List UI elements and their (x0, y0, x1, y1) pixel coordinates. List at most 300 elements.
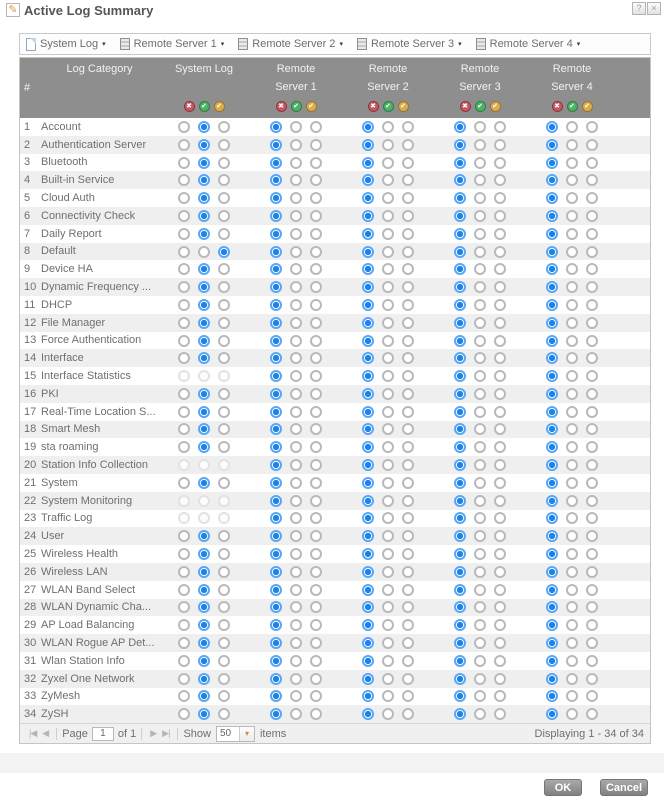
log-state-radio[interactable] (290, 317, 302, 329)
log-state-radio[interactable] (586, 708, 598, 720)
log-state-radio[interactable] (382, 548, 394, 560)
log-state-radio[interactable] (270, 459, 282, 471)
log-state-radio[interactable] (198, 388, 210, 400)
log-state-radio[interactable] (474, 139, 486, 151)
log-state-radio[interactable] (566, 584, 578, 596)
log-state-radio[interactable] (402, 441, 414, 453)
log-state-radio[interactable] (474, 210, 486, 222)
log-state-radio[interactable] (270, 477, 282, 489)
log-state-radio[interactable] (270, 352, 282, 364)
log-state-radio[interactable] (362, 673, 374, 685)
log-state-radio[interactable] (546, 690, 558, 702)
log-state-radio[interactable] (218, 281, 230, 293)
log-state-radio[interactable] (178, 121, 190, 133)
log-state-radio[interactable] (586, 246, 598, 258)
log-state-radio[interactable] (454, 228, 466, 240)
log-state-radio[interactable] (290, 673, 302, 685)
log-state-radio[interactable] (362, 388, 374, 400)
log-state-radio[interactable] (494, 157, 506, 169)
log-state-radio[interactable] (362, 228, 374, 240)
log-state-radio[interactable] (402, 619, 414, 631)
log-state-radio[interactable] (290, 495, 302, 507)
toolbar-remote-server-2[interactable] (238, 38, 343, 50)
log-state-radio[interactable] (178, 601, 190, 613)
log-state-radio[interactable] (566, 512, 578, 524)
log-state-radio[interactable] (586, 228, 598, 240)
log-state-radio[interactable] (546, 352, 558, 364)
log-state-radio[interactable] (178, 708, 190, 720)
log-state-radio[interactable] (566, 139, 578, 151)
log-state-radio[interactable] (310, 228, 322, 240)
log-state-radio[interactable] (270, 192, 282, 204)
log-state-radio[interactable] (494, 530, 506, 542)
log-state-radio[interactable] (362, 655, 374, 667)
log-state-radio[interactable] (586, 388, 598, 400)
log-state-radio[interactable] (290, 423, 302, 435)
log-state-radio[interactable] (454, 601, 466, 613)
log-state-radio[interactable] (362, 210, 374, 222)
log-state-radio[interactable] (402, 495, 414, 507)
log-state-radio[interactable] (198, 690, 210, 702)
log-state-radio[interactable] (198, 174, 210, 186)
log-state-radio[interactable] (198, 121, 210, 133)
log-state-radio[interactable] (566, 495, 578, 507)
log-state-radio[interactable] (270, 495, 282, 507)
enable-all-icon[interactable]: ✔ (567, 101, 578, 112)
log-state-radio[interactable] (178, 299, 190, 311)
select-arrow-icon[interactable]: ▾ (239, 727, 254, 741)
log-state-radio[interactable] (290, 655, 302, 667)
log-state-radio[interactable] (290, 619, 302, 631)
log-state-radio[interactable] (198, 708, 210, 720)
log-state-radio[interactable] (310, 299, 322, 311)
log-state-radio[interactable] (474, 673, 486, 685)
log-state-radio[interactable] (546, 388, 558, 400)
log-state-radio[interactable] (218, 246, 230, 258)
log-state-radio[interactable] (546, 423, 558, 435)
log-state-radio[interactable] (362, 246, 374, 258)
log-state-radio[interactable] (402, 228, 414, 240)
log-state-radio[interactable] (454, 281, 466, 293)
log-state-radio[interactable] (566, 459, 578, 471)
disable-all-icon[interactable]: ✖ (460, 101, 471, 112)
log-state-radio[interactable] (402, 673, 414, 685)
log-state-radio[interactable] (566, 352, 578, 364)
log-state-radio[interactable] (178, 192, 190, 204)
enable-all-icon[interactable]: ✔ (291, 101, 302, 112)
log-state-radio[interactable] (402, 388, 414, 400)
log-state-radio[interactable] (454, 263, 466, 275)
log-state-radio[interactable] (270, 246, 282, 258)
log-state-radio[interactable] (198, 228, 210, 240)
log-state-radio[interactable] (310, 673, 322, 685)
log-state-radio[interactable] (402, 317, 414, 329)
log-state-radio[interactable] (494, 281, 506, 293)
log-state-radio[interactable] (546, 192, 558, 204)
log-state-radio[interactable] (310, 406, 322, 418)
log-state-radio[interactable] (270, 174, 282, 186)
log-state-radio[interactable] (382, 708, 394, 720)
log-state-radio[interactable] (546, 584, 558, 596)
log-state-radio[interactable] (310, 584, 322, 596)
log-state-radio[interactable] (310, 210, 322, 222)
log-state-radio[interactable] (586, 459, 598, 471)
log-state-radio[interactable] (198, 406, 210, 418)
log-state-radio[interactable] (178, 335, 190, 347)
disable-all-icon[interactable]: ✖ (552, 101, 563, 112)
log-state-radio[interactable] (566, 388, 578, 400)
log-state-radio[interactable] (362, 601, 374, 613)
log-state-radio[interactable] (310, 441, 322, 453)
log-state-radio[interactable] (270, 512, 282, 524)
log-state-radio[interactable] (454, 388, 466, 400)
log-state-radio[interactable] (290, 139, 302, 151)
toolbar-remote-server-4[interactable] (476, 38, 581, 50)
log-state-radio[interactable] (454, 370, 466, 382)
log-state-radio[interactable] (586, 335, 598, 347)
log-state-radio[interactable] (494, 566, 506, 578)
log-state-radio[interactable] (198, 423, 210, 435)
next-page-button[interactable]: ▶ (150, 728, 157, 739)
log-state-radio[interactable] (362, 263, 374, 275)
log-state-radio[interactable] (494, 601, 506, 613)
log-state-radio[interactable] (546, 566, 558, 578)
log-state-radio[interactable] (494, 441, 506, 453)
disable-all-icon[interactable]: ✖ (276, 101, 287, 112)
log-state-radio[interactable] (494, 512, 506, 524)
log-state-radio[interactable] (290, 708, 302, 720)
log-state-radio[interactable] (382, 584, 394, 596)
log-state-radio[interactable] (290, 246, 302, 258)
log-state-radio[interactable] (218, 441, 230, 453)
log-state-radio[interactable] (566, 157, 578, 169)
log-state-radio[interactable] (198, 673, 210, 685)
log-state-radio[interactable] (474, 495, 486, 507)
log-state-radio[interactable] (362, 192, 374, 204)
prev-page-button[interactable]: ◀ (42, 728, 49, 739)
log-state-radio[interactable] (402, 263, 414, 275)
log-state-radio[interactable] (402, 157, 414, 169)
log-state-radio[interactable] (198, 210, 210, 222)
log-state-radio[interactable] (566, 548, 578, 560)
log-state-radio[interactable] (454, 655, 466, 667)
log-state-radio[interactable] (270, 637, 282, 649)
log-state-radio[interactable] (494, 263, 506, 275)
log-state-radio[interactable] (290, 459, 302, 471)
log-state-radio[interactable] (270, 566, 282, 578)
log-state-radio[interactable] (382, 477, 394, 489)
log-state-radio[interactable] (402, 299, 414, 311)
log-state-radio[interactable] (586, 690, 598, 702)
log-state-radio[interactable] (586, 584, 598, 596)
toolbar-system-log[interactable] (26, 38, 106, 51)
log-state-radio[interactable] (546, 406, 558, 418)
log-state-radio[interactable] (270, 690, 282, 702)
log-state-radio[interactable] (382, 246, 394, 258)
log-state-radio[interactable] (402, 335, 414, 347)
log-state-radio[interactable] (546, 601, 558, 613)
log-state-radio[interactable] (586, 441, 598, 453)
log-state-radio[interactable] (494, 584, 506, 596)
log-state-radio[interactable] (474, 512, 486, 524)
log-state-radio[interactable] (546, 708, 558, 720)
log-state-radio[interactable] (362, 477, 374, 489)
log-state-radio[interactable] (218, 673, 230, 685)
log-state-radio[interactable] (270, 228, 282, 240)
log-state-radio[interactable] (382, 406, 394, 418)
log-state-radio[interactable] (270, 370, 282, 382)
log-state-radio[interactable] (474, 370, 486, 382)
log-state-radio[interactable] (310, 655, 322, 667)
log-state-radio[interactable] (362, 441, 374, 453)
log-state-radio[interactable] (198, 317, 210, 329)
log-state-radio[interactable] (402, 566, 414, 578)
log-state-radio[interactable] (454, 352, 466, 364)
log-state-radio[interactable] (270, 139, 282, 151)
last-page-button[interactable]: ▶| (162, 728, 170, 739)
log-state-radio[interactable] (218, 121, 230, 133)
log-state-radio[interactable] (566, 246, 578, 258)
log-state-radio[interactable] (178, 281, 190, 293)
log-state-radio[interactable] (198, 584, 210, 596)
log-state-radio[interactable] (546, 299, 558, 311)
log-state-radio[interactable] (474, 566, 486, 578)
log-state-radio[interactable] (310, 121, 322, 133)
log-state-radio[interactable] (290, 228, 302, 240)
log-state-radio[interactable] (198, 655, 210, 667)
log-state-radio[interactable] (402, 584, 414, 596)
log-state-radio[interactable] (586, 512, 598, 524)
log-state-radio[interactable] (454, 423, 466, 435)
log-state-radio[interactable] (362, 530, 374, 542)
log-state-radio[interactable] (586, 317, 598, 329)
log-state-radio[interactable] (382, 299, 394, 311)
log-state-radio[interactable] (218, 317, 230, 329)
cancel-button[interactable]: Cancel (600, 779, 648, 796)
log-state-radio[interactable] (178, 263, 190, 275)
log-state-radio[interactable] (218, 388, 230, 400)
log-state-radio[interactable] (546, 477, 558, 489)
log-state-radio[interactable] (454, 335, 466, 347)
log-state-radio[interactable] (310, 281, 322, 293)
debug-all-icon[interactable]: ✔ (582, 101, 593, 112)
log-state-radio[interactable] (310, 512, 322, 524)
log-state-radio[interactable] (546, 495, 558, 507)
log-state-radio[interactable] (402, 690, 414, 702)
log-state-radio[interactable] (270, 708, 282, 720)
log-state-radio[interactable] (362, 619, 374, 631)
log-state-radio[interactable] (474, 406, 486, 418)
log-state-radio[interactable] (494, 388, 506, 400)
log-state-radio[interactable] (566, 174, 578, 186)
log-state-radio[interactable] (178, 690, 190, 702)
log-state-radio[interactable] (454, 584, 466, 596)
log-state-radio[interactable] (270, 335, 282, 347)
log-state-radio[interactable] (382, 601, 394, 613)
log-state-radio[interactable] (178, 174, 190, 186)
log-state-radio[interactable] (382, 139, 394, 151)
log-state-radio[interactable] (218, 406, 230, 418)
log-state-radio[interactable] (494, 708, 506, 720)
log-state-radio[interactable] (586, 352, 598, 364)
log-state-radio[interactable] (198, 246, 210, 258)
log-state-radio[interactable] (474, 423, 486, 435)
log-state-radio[interactable] (362, 299, 374, 311)
log-state-radio[interactable] (454, 673, 466, 685)
log-state-radio[interactable] (198, 281, 210, 293)
log-state-radio[interactable] (362, 459, 374, 471)
log-state-radio[interactable] (362, 174, 374, 186)
log-state-radio[interactable] (382, 690, 394, 702)
log-state-radio[interactable] (270, 441, 282, 453)
log-state-radio[interactable] (494, 246, 506, 258)
log-state-radio[interactable] (382, 619, 394, 631)
enable-all-icon[interactable]: ✔ (475, 101, 486, 112)
log-state-radio[interactable] (382, 441, 394, 453)
log-state-radio[interactable] (566, 441, 578, 453)
log-state-radio[interactable] (290, 441, 302, 453)
log-state-radio[interactable] (546, 459, 558, 471)
log-state-radio[interactable] (270, 281, 282, 293)
log-state-radio[interactable] (310, 370, 322, 382)
log-state-radio[interactable] (198, 530, 210, 542)
log-state-radio[interactable] (290, 530, 302, 542)
log-state-radio[interactable] (454, 690, 466, 702)
log-state-radio[interactable] (382, 673, 394, 685)
log-state-radio[interactable] (290, 477, 302, 489)
log-state-radio[interactable] (474, 192, 486, 204)
log-state-radio[interactable] (310, 423, 322, 435)
log-state-radio[interactable] (290, 335, 302, 347)
log-state-radio[interactable] (546, 530, 558, 542)
log-state-radio[interactable] (218, 263, 230, 275)
log-state-radio[interactable] (454, 530, 466, 542)
log-state-radio[interactable] (310, 637, 322, 649)
log-state-radio[interactable] (290, 299, 302, 311)
log-state-radio[interactable] (454, 174, 466, 186)
log-state-radio[interactable] (586, 263, 598, 275)
log-state-radio[interactable] (310, 619, 322, 631)
log-state-radio[interactable] (382, 423, 394, 435)
toolbar-remote-server-1[interactable] (120, 38, 225, 50)
log-state-radio[interactable] (454, 299, 466, 311)
log-state-radio[interactable] (290, 690, 302, 702)
log-state-radio[interactable] (566, 263, 578, 275)
log-state-radio[interactable] (178, 673, 190, 685)
log-state-radio[interactable] (586, 139, 598, 151)
log-state-radio[interactable] (382, 566, 394, 578)
log-state-radio[interactable] (494, 477, 506, 489)
log-state-radio[interactable] (586, 566, 598, 578)
log-state-radio[interactable] (382, 370, 394, 382)
log-state-radio[interactable] (218, 566, 230, 578)
log-state-radio[interactable] (474, 228, 486, 240)
log-state-radio[interactable] (454, 512, 466, 524)
log-state-radio[interactable] (382, 495, 394, 507)
log-state-radio[interactable] (382, 512, 394, 524)
log-state-radio[interactable] (290, 370, 302, 382)
items-per-page-select[interactable] (216, 726, 255, 742)
log-state-radio[interactable] (178, 406, 190, 418)
log-state-radio[interactable] (566, 566, 578, 578)
log-state-radio[interactable] (178, 157, 190, 169)
log-state-radio[interactable] (178, 637, 190, 649)
log-state-radio[interactable] (218, 210, 230, 222)
log-state-radio[interactable] (218, 335, 230, 347)
log-state-radio[interactable] (566, 281, 578, 293)
log-state-radio[interactable] (382, 459, 394, 471)
log-state-radio[interactable] (310, 459, 322, 471)
log-state-radio[interactable] (494, 495, 506, 507)
log-state-radio[interactable] (382, 210, 394, 222)
log-state-radio[interactable] (402, 423, 414, 435)
log-state-radio[interactable] (494, 459, 506, 471)
log-state-radio[interactable] (402, 530, 414, 542)
log-state-radio[interactable] (566, 673, 578, 685)
log-state-radio[interactable] (198, 139, 210, 151)
log-state-radio[interactable] (310, 352, 322, 364)
log-state-radio[interactable] (178, 210, 190, 222)
log-state-radio[interactable] (362, 548, 374, 560)
log-state-radio[interactable] (402, 459, 414, 471)
log-state-radio[interactable] (494, 139, 506, 151)
log-state-radio[interactable] (474, 317, 486, 329)
log-state-radio[interactable] (474, 121, 486, 133)
log-state-radio[interactable] (454, 210, 466, 222)
log-state-radio[interactable] (586, 174, 598, 186)
log-state-radio[interactable] (566, 637, 578, 649)
log-state-radio[interactable] (586, 157, 598, 169)
log-state-radio[interactable] (310, 263, 322, 275)
log-state-radio[interactable] (586, 406, 598, 418)
log-state-radio[interactable] (362, 637, 374, 649)
log-state-radio[interactable] (566, 655, 578, 667)
log-state-radio[interactable] (474, 388, 486, 400)
log-state-radio[interactable] (270, 388, 282, 400)
log-state-radio[interactable] (290, 174, 302, 186)
log-state-radio[interactable] (198, 441, 210, 453)
log-state-radio[interactable] (402, 370, 414, 382)
log-state-radio[interactable] (198, 619, 210, 631)
log-state-radio[interactable] (454, 495, 466, 507)
log-state-radio[interactable] (546, 548, 558, 560)
log-state-radio[interactable] (178, 352, 190, 364)
log-state-radio[interactable] (218, 299, 230, 311)
log-state-radio[interactable] (218, 655, 230, 667)
log-state-radio[interactable] (546, 228, 558, 240)
log-state-radio[interactable] (310, 317, 322, 329)
log-state-radio[interactable] (566, 299, 578, 311)
log-state-radio[interactable] (198, 637, 210, 649)
log-state-radio[interactable] (402, 477, 414, 489)
log-state-radio[interactable] (178, 477, 190, 489)
log-state-radio[interactable] (494, 228, 506, 240)
log-state-radio[interactable] (290, 121, 302, 133)
toolbar-remote-server-3[interactable] (357, 38, 462, 50)
log-state-radio[interactable] (454, 406, 466, 418)
log-state-radio[interactable] (494, 637, 506, 649)
log-state-radio[interactable] (402, 139, 414, 151)
log-state-radio[interactable] (178, 441, 190, 453)
log-state-radio[interactable] (310, 495, 322, 507)
log-state-radio[interactable] (198, 477, 210, 489)
log-state-radio[interactable] (586, 619, 598, 631)
log-state-radio[interactable] (474, 174, 486, 186)
log-state-radio[interactable] (586, 192, 598, 204)
log-state-radio[interactable] (178, 530, 190, 542)
log-state-radio[interactable] (362, 495, 374, 507)
log-state-radio[interactable] (586, 655, 598, 667)
